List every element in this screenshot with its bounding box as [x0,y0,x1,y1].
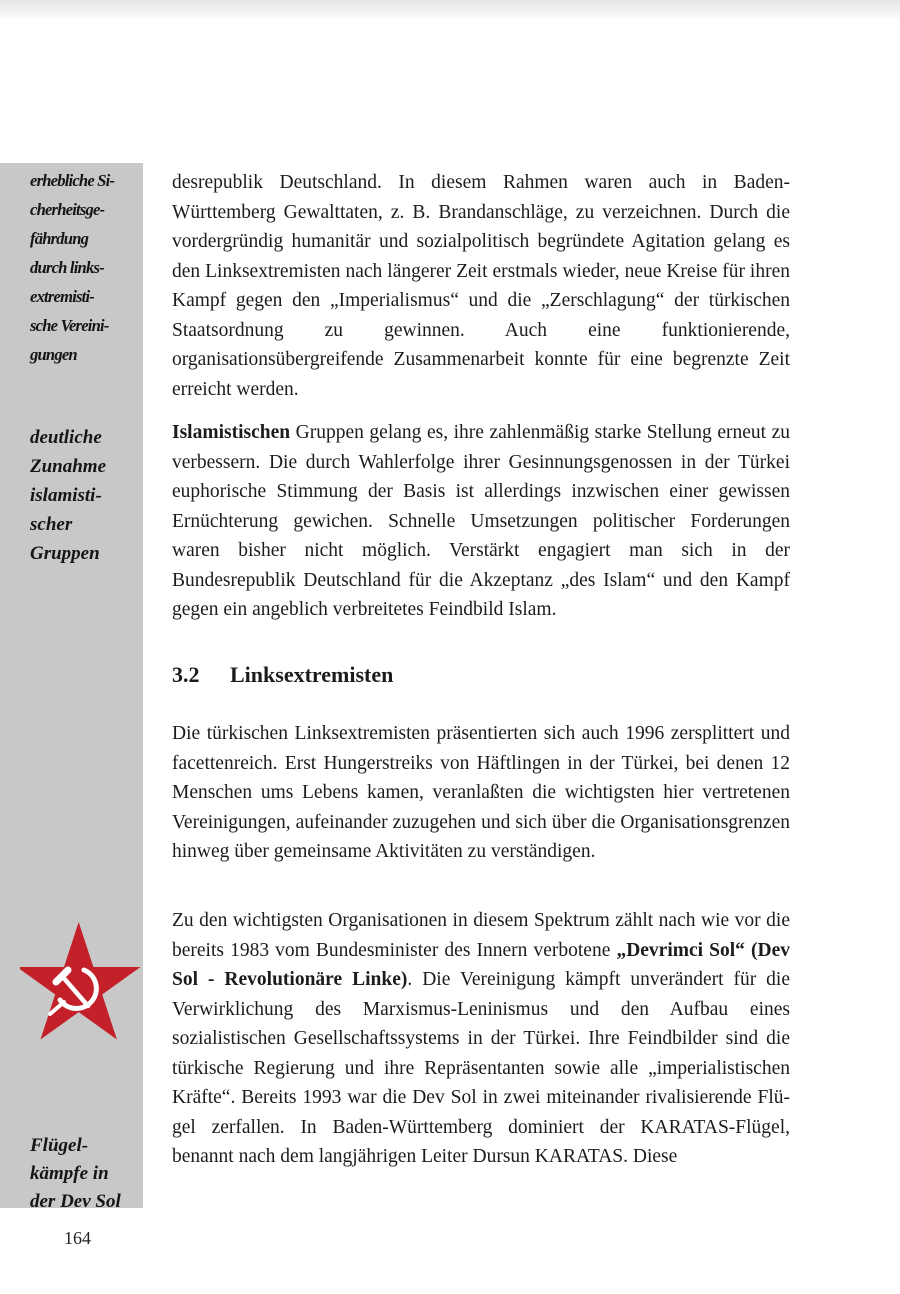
bold-term: „Devrimci Sol“ (Dev Sol - Revolutionäre Linke) [172,939,790,990]
red-star-hammer-sickle-icon [20,918,140,1048]
margin-note-line: scher [30,514,73,535]
margin-note-line: der Dev Sol [30,1191,121,1212]
paragraph-agitation [172,168,790,404]
paragraph-linksextremisten [172,719,790,867]
paragraph-islamisten [172,418,790,625]
margin-note-line: gungen [30,345,77,364]
section-title: Linksextremisten [230,662,394,687]
red-star-shape [20,922,140,1040]
paragraph-body: Zu den wichtigsten Organisationen in diesem Spektrum zählt nach wie vor die bereits 1983 vom Bundesminister des Innern verbotene [172,910,790,961]
paragraph-text: Die türkischen Linksextremisten präsentierten sich auch 1996 zersplittert und facettenreich. Erst Hungerstreiks von Häftlingen in der Türkei, bei denen 12 Menschen ums Lebens kamen, veranlaßten die wichtigsten hier vertretenen Vereinigungen, aufeinander zuzugehen und sich über die Organisationsgrenzen hinweg über gemeinsame Aktivitäten zu verständigen. [172,723,790,862]
margin-note-line: Gruppen [30,543,100,564]
paragraph-dev-sol [172,906,790,1172]
bold-term: Islamistischen [172,422,291,443]
margin-note-fluegelkaempfe [30,1132,140,1216]
margin-note-line: extremisti- [30,287,95,306]
paragraph-body: . Die Vereinigung kämpft unverändert für die Verwirklichung des Marxismus-Leninismus und den Aufbau eines sozialistischen Gesellschaftssystems in der Türkei. Ihre Feindbilder sind die türkische Regierung und ihre Repräsentanten sowie alle „imperialistischen Kräfte“. Bereits 1993 war die Dev Sol in zwei miteinander rivalisierende Flügel zerfallen. In Baden-Württemberg dominiert der KARATAS-Flügel, benannt nach dem langjährigen Leiter Dursun KARATAS. Diese [172,969,791,1167]
margin-note-line: fährdung [30,229,89,248]
margin-note-line: deutliche [30,427,102,448]
section-number: 3.2 [172,662,200,687]
paragraph-text [172,906,790,1172]
margin-note-sicherheitsgefaehrdung [30,166,140,369]
margin-note-line: kämpfe in [30,1163,109,1184]
margin-note-line: durch links- [30,258,104,277]
paragraph-body: Gruppen gelang es, ihre zahlenmäßig starke Stellung erneut zu verbessern. Die durch Wahlerfolge ihrer Gesinnungsgenossen in der Türkei euphorische Stimmung der Basis ist allerdings inzwischen einer gewissen Ernüchterung gewichen. Schnelle Umsetzungen politischer Forderungen waren bisher nicht möglich. Verstärkt engagiert man sich in der Bundesrepublik Deutschland für die Akzeptanz „des Islam“ und den Kampf gegen ein angeblich verbreitetes Feindbild Islam. [172,422,790,620]
margin-note-line: Flügel- [30,1135,89,1156]
margin-note-line: sche Vereini- [30,316,109,335]
paragraph-text: desrepublik Deutschland. In diesem Rahmen waren auch in Baden-Württemberg Gewalttaten, z. B. Brandanschläge, zu verzeichnen. Durch die vordergründig humanitär und sozialpolitisch begründete Agitation gelang es den Linksextremisten nach längerer Zeit erstmals wieder, neue Kreise für ihren Kampf gegen den „Imperialismus“ und die „Zerschlagung“ der türkischen Staatsordnung zu gewinnen. Auch eine funktionierende, organisationsübergreifende Zusammenarbeit konnte für eine begrenzte Zeit erreicht werden. [172,172,790,400]
paragraph-text [172,418,790,625]
margin-note-line: islamisti- [30,485,102,506]
margin-note-islamisten [30,423,140,568]
page-number: 164 [64,1228,91,1248]
margin-note-line: erhebliche Si- [30,171,115,190]
margin-note-line: Zunahme [30,456,107,477]
section-heading [172,662,772,688]
margin-note-line: cherheitsge- [30,200,105,219]
scan-top-edge [0,0,900,20]
